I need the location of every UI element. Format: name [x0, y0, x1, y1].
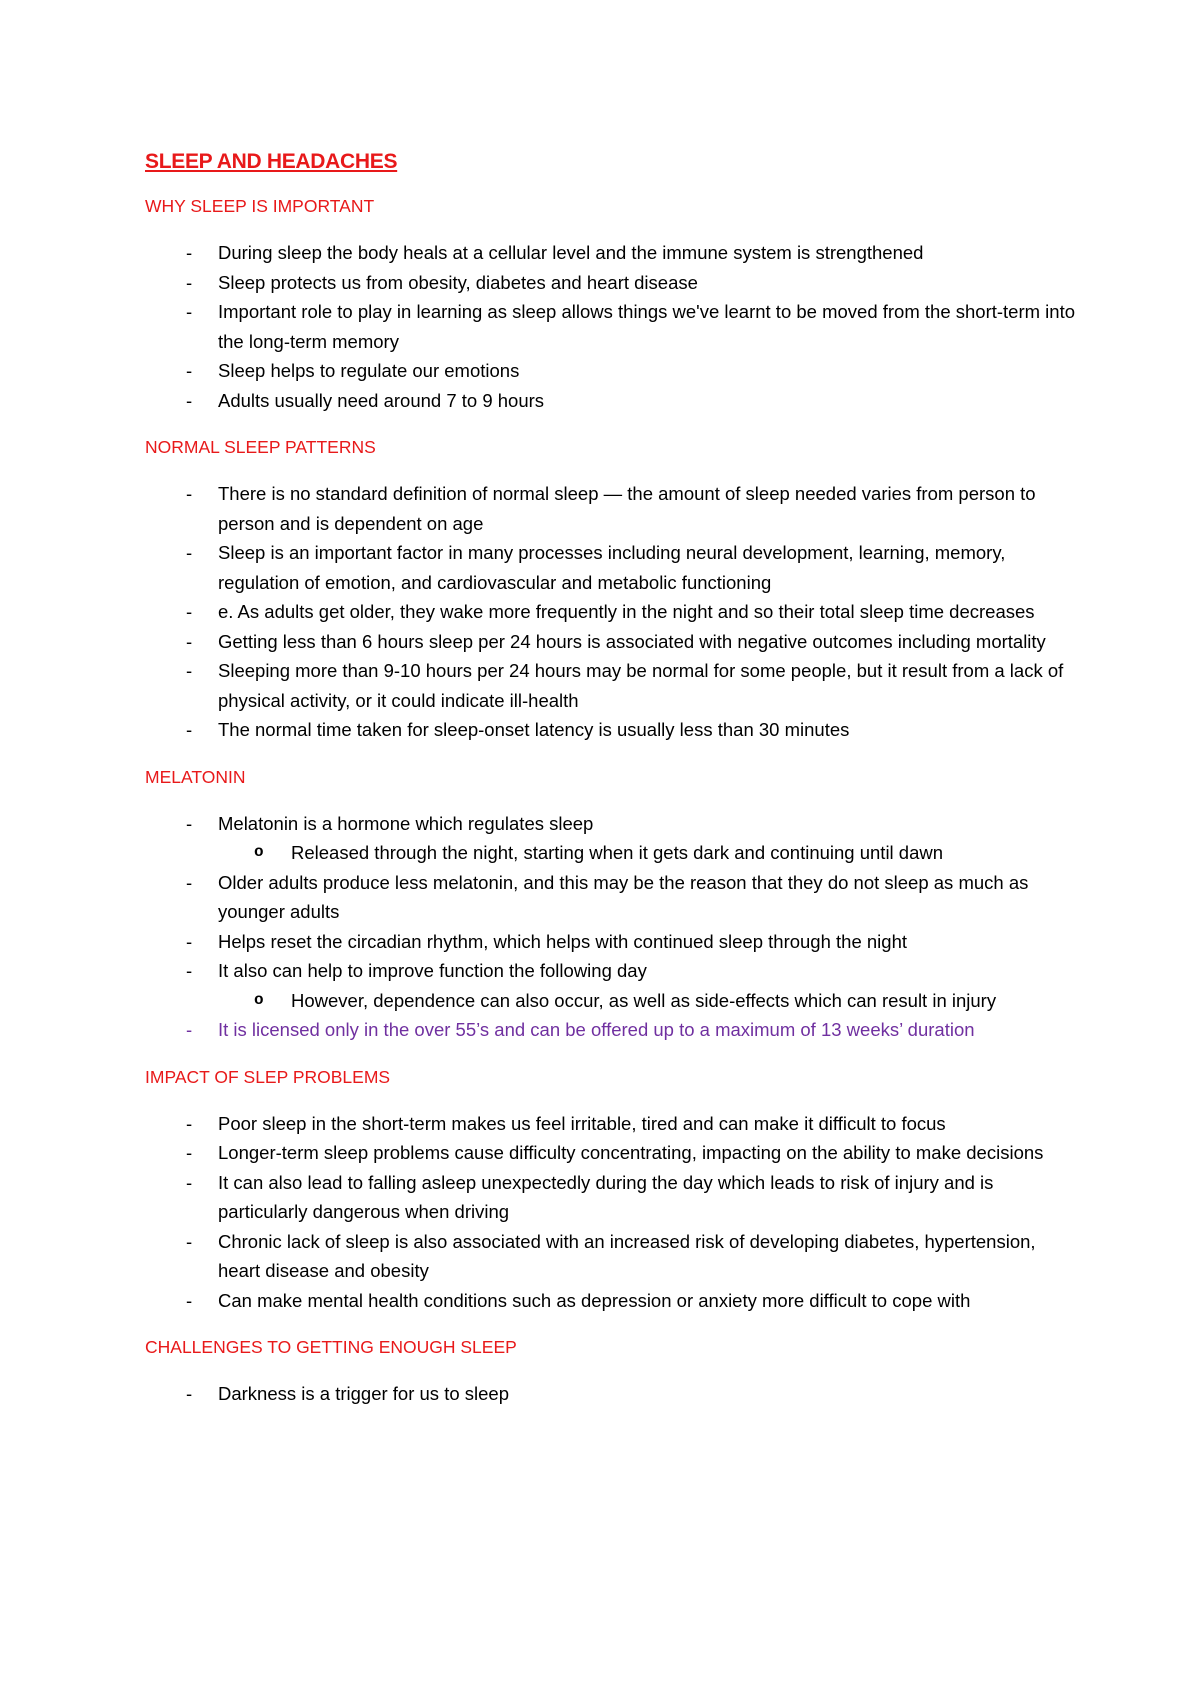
- bullet-item: [145, 1015, 1075, 1045]
- bullet-text: Darkness is a trigger for us to sleep: [218, 1383, 509, 1404]
- bullet-text: Important role to play in learning as sleep allows things we've learnt to be moved from the short-term into the long-term memory: [218, 301, 1076, 352]
- bullet-list: [145, 809, 1075, 1045]
- sub-bullet-item: [218, 986, 1075, 1016]
- dash-marker: -: [186, 1289, 193, 1311]
- circle-bullet-icon: o: [254, 990, 264, 1009]
- dash-marker: -: [186, 812, 193, 834]
- dash-marker: -: [186, 389, 193, 411]
- bullet-item: [145, 1286, 1075, 1316]
- dash-marker: -: [186, 542, 193, 563]
- bullet-text: There is no standard definition of normal sleep — the amount of sleep needed varies from person to person and is dependent on age: [218, 483, 1036, 534]
- bullet-item: [145, 238, 1075, 268]
- bullet-text: Chronic lack of sleep is also associated with an increased risk of developing diabetes, hypertension, heart disease and obesity: [218, 1230, 1036, 1281]
- circle-bullet-icon: o: [254, 843, 264, 861]
- bullet-item: [145, 1109, 1075, 1139]
- bullet-item: [145, 1379, 1075, 1409]
- bullet-text: Sleep is an important factor in many processes including neural development, learning, memory, regulation of emotion, and cardiovascular and metabolic functioning: [218, 542, 1006, 593]
- section-heading: WHY SLEEP IS IMPORTANT: [145, 196, 375, 216]
- bullet-text: It can also lead to falling asleep unexpectedly during the day which leads to risk of injury and is particularly dangerous when driving: [218, 1171, 994, 1222]
- dash-marker: -: [186, 1019, 193, 1040]
- bullet-item: [145, 1168, 1075, 1227]
- dash-marker: -: [186, 483, 193, 504]
- sub-bullet-item: [218, 838, 1075, 868]
- sub-bullet-text: However, dependence can also occur, as well as side-effects which can result in injury: [291, 989, 997, 1011]
- dash-marker: -: [186, 930, 193, 952]
- dash-marker: -: [186, 1171, 193, 1193]
- bullet-item: [145, 956, 1075, 1015]
- section-heading: IMPACT OF SLEP PROBLEMS: [145, 1066, 391, 1087]
- bullet-text: Helps reset the circadian rhythm, which helps with continued sleep through the night: [218, 930, 907, 952]
- dash-marker: -: [186, 271, 193, 293]
- dash-marker: -: [186, 960, 193, 981]
- dash-marker: -: [186, 1230, 193, 1252]
- sub-bullet-list: [218, 838, 1075, 868]
- dash-marker: -: [186, 630, 193, 652]
- bullet-text: e. As adults get older, they wake more frequently in the night and so their total sleep time decreases: [218, 601, 1035, 622]
- bullet-text: Can make mental health conditions such as depression or anxiety more difficult to cope with: [218, 1289, 971, 1311]
- bullet-text: The normal time taken for sleep-onset latency is usually less than 30 minutes: [218, 719, 850, 740]
- document-page: [145, 148, 1075, 1429]
- dash-marker: -: [186, 1383, 193, 1404]
- bullet-text: Sleeping more than 9-10 hours per 24 hours may be normal for some people, but it result from a lack of physical activity, or it could indicate ill-health: [218, 660, 1064, 711]
- bullet-text: Older adults produce less melatonin, and this may be the reason that they do not sleep as much as younger adults: [218, 871, 1029, 922]
- bullet-list: [145, 479, 1075, 745]
- bullet-item: [145, 297, 1075, 356]
- bullet-text: Longer-term sleep problems cause difficulty concentrating, impacting on the ability to make decisions: [218, 1142, 1044, 1163]
- bullet-item: [145, 927, 1075, 957]
- bullet-item: [145, 656, 1075, 715]
- section-heading: CHALLENGES TO GETTING ENOUGH SLEEP: [145, 1337, 517, 1357]
- dash-marker: -: [186, 719, 193, 740]
- section-heading: NORMAL SLEEP PATTERNS: [145, 437, 376, 457]
- dash-marker: -: [186, 242, 193, 263]
- bullet-item: [145, 809, 1075, 868]
- bullet-item: [145, 538, 1075, 597]
- document-body: [145, 194, 1075, 1409]
- bullet-item: [145, 868, 1075, 927]
- bullet-item: [145, 597, 1075, 627]
- bullet-item: [145, 627, 1075, 657]
- bullet-item: [145, 268, 1075, 298]
- bullet-item: [145, 1227, 1075, 1286]
- bullet-text: Sleep protects us from obesity, diabetes and heart disease: [218, 271, 698, 293]
- bullet-item: [145, 356, 1075, 386]
- bullet-item: [145, 479, 1075, 538]
- bullet-text: Poor sleep in the short-term makes us feel irritable, tired and can make it difficult to focus: [218, 1112, 946, 1134]
- bullet-text: It is licensed only in the over 55’s and can be offered up to a maximum of 13 weeks’ duration: [218, 1019, 975, 1040]
- dash-marker: -: [186, 601, 193, 622]
- bullet-item: [145, 386, 1075, 416]
- dash-marker: -: [186, 871, 193, 893]
- document-title: SLEEP AND HEADACHES: [145, 150, 398, 173]
- dash-marker: -: [186, 1112, 193, 1134]
- sub-bullet-text: Released through the night, starting when it gets dark and continuing until dawn: [291, 842, 944, 863]
- bullet-list: [145, 238, 1075, 415]
- dash-marker: -: [186, 1142, 193, 1163]
- sub-bullet-list: [218, 986, 1075, 1016]
- bullet-text: Sleep helps to regulate our emotions: [218, 360, 520, 381]
- bullet-text: It also can help to improve function the following day: [218, 960, 647, 981]
- bullet-item: [145, 1138, 1075, 1168]
- bullet-list: [145, 1109, 1075, 1316]
- dash-marker: -: [186, 301, 193, 322]
- dash-marker: -: [186, 660, 193, 681]
- bullet-text: Getting less than 6 hours sleep per 24 hours is associated with negative outcomes including mortality: [218, 630, 1046, 652]
- bullet-text: Adults usually need around 7 to 9 hours: [218, 389, 545, 411]
- section-heading: MELATONIN: [145, 766, 246, 787]
- bullet-item: [145, 715, 1075, 745]
- dash-marker: -: [186, 360, 193, 381]
- bullet-text: Melatonin is a hormone which regulates sleep: [218, 812, 594, 834]
- bullet-list: [145, 1379, 1075, 1409]
- bullet-text: During sleep the body heals at a cellular level and the immune system is strengthened: [218, 242, 924, 263]
